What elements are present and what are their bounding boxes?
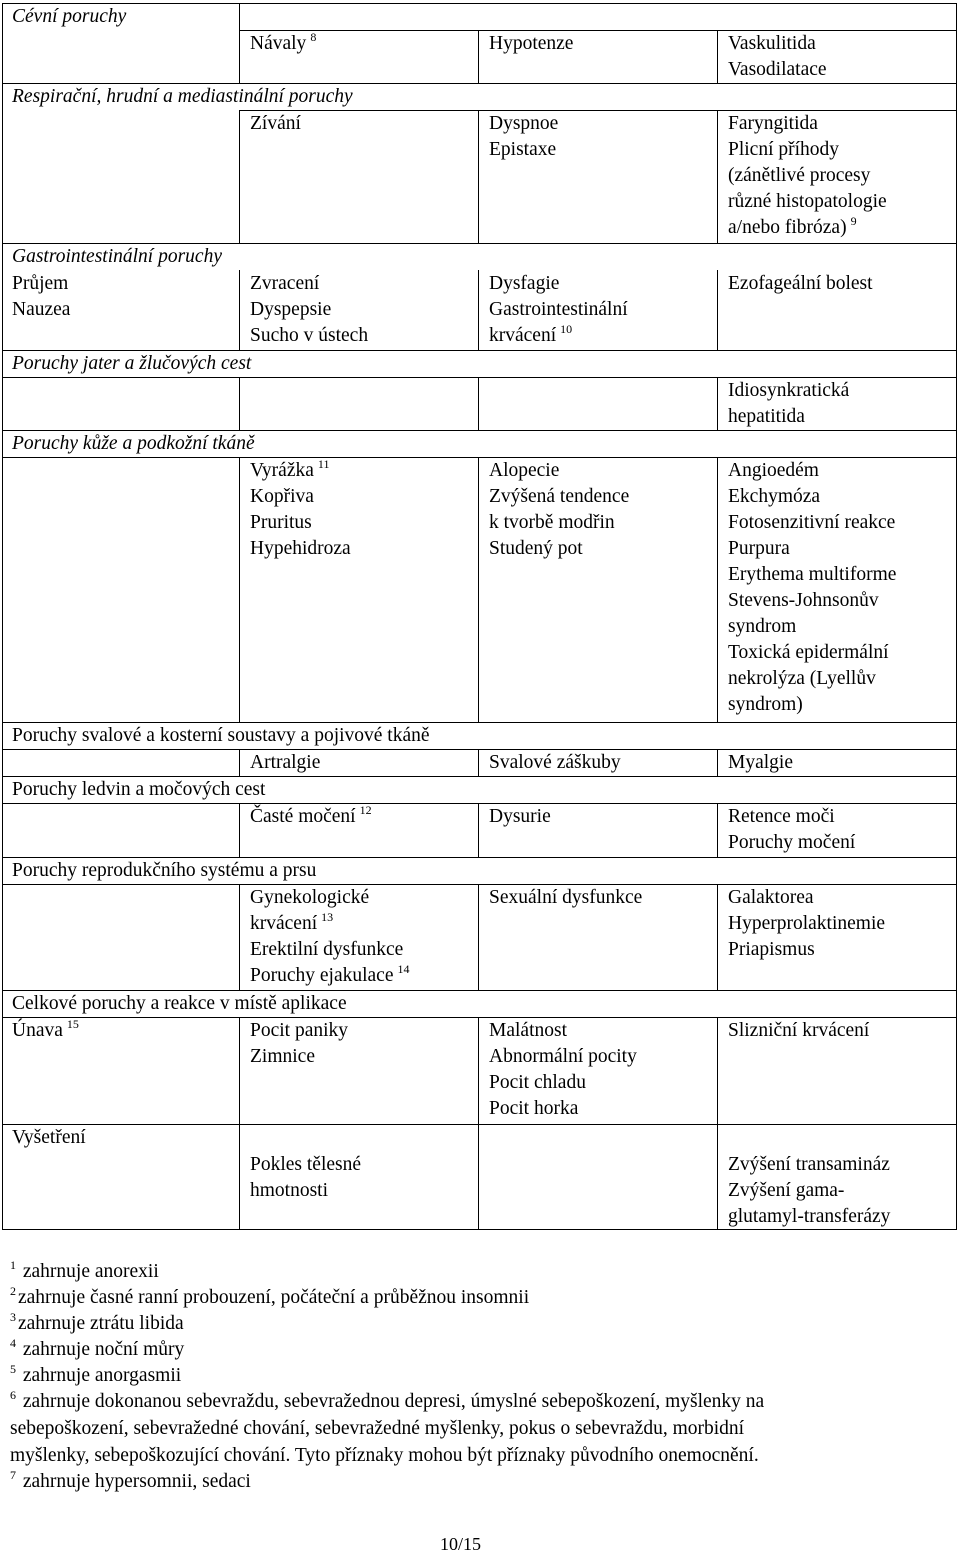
cell-gastro-c2: Zvracení Dyspepsie Sucho v ústech (250, 273, 369, 346)
cell-vys-c4: Zvýšení transamináz Zvýšení gama- glutamyl-transferázy (728, 1154, 891, 1227)
cell-repro-c4: Galaktorea Hyperprolaktinemie Priapismus (728, 887, 886, 960)
footnote-6-cont-1: sebepoškození, sebevražedné chování, sebevražedné myšlenky, pokus o sebevraždu, morbidní (10, 1418, 745, 1439)
cell-gastro-c1: Průjem Nauzea (12, 273, 71, 320)
cell-kuze-c4: Angioedém Ekchymóza Fotosenzitivní reakce Purpura Erythema multiforme Stevens-Johnsonův syndrom Toxická epidermální nekrolýza (Lyellův syndrom) (728, 460, 897, 715)
cell-gastro-c4: Ezofageální bolest (728, 273, 873, 294)
cell-sval-c2: Artralgie (250, 752, 321, 773)
category-repro: Poruchy reprodukčního systému a prsu (12, 860, 317, 881)
footnote-3: $^3$ zahrnuje ztrátu libida (10, 1310, 184, 1334)
category-kuze: Poruchy kůže a podkožní tkáně (12, 433, 255, 454)
footnote-2: $^2$ zahrnuje časné ranní probouzení, počáteční a průběžnou insomnii (10, 1284, 530, 1308)
cell-sval-c4: Myalgie (728, 752, 793, 773)
category-celk: Celkové poruchy a reakce v místě aplikace (12, 993, 347, 1014)
footnote-1: $^1$ zahrnuje anorexii (10, 1258, 159, 1282)
category-gastro: Gastrointestinální poruchy (12, 246, 222, 267)
cell-gastro-c3: Dysfagie Gastrointestinální krvácení $^{10}$ (489, 273, 628, 346)
cell-celk-c1: Únava $^{15}$ (12, 1017, 79, 1041)
cell-vys-c2: Pokles tělesné hmotnosti (250, 1154, 362, 1201)
cell-resp-c4: Faryngitida Plicní příhody (zánětlivé procesy různé histopatologie a/nebo fibróza) $^9$ (728, 113, 887, 238)
category-cevni: Cévní poruchy (12, 6, 127, 27)
category-ledvin: Poruchy ledvin a močových cest (12, 779, 266, 800)
cell-cevni-c3: Hypotenze (489, 33, 574, 54)
footnote-5: $^5$ zahrnuje anorgasmii (10, 1362, 182, 1386)
cell-resp-c3: Dyspnoe Epistaxe (489, 113, 559, 160)
cell-celk-c2: Pocit paniky Zimnice (250, 1020, 349, 1067)
cell-cevni-c4: Vaskulitida Vasodilatace (728, 33, 827, 80)
cell-repro-c3: Sexuální dysfunkce (489, 887, 643, 908)
category-sval: Poruchy svalové a kosterní soustavy a pojivové tkáně (12, 725, 430, 746)
cell-kuze-c2: Vyrážka $^{11}$ Kopřiva Pruritus Hypehidroza (250, 457, 351, 559)
cell-jater-c4: Idiosynkratická hepatitida (728, 380, 850, 427)
cell-resp-c2: Zívání (250, 113, 301, 134)
cell-cevni-c2: Návaly $^8$ (250, 30, 317, 54)
cell-ledvin-c4: Retence moči Poruchy močení (728, 806, 856, 853)
cell-repro-c2: Gynekologické krvácení $^{13}$ Erektilní dysfunkce Poruchy ejakulace $^{14}$ (250, 887, 410, 986)
footnote-6: $^6$ zahrnuje dokonanou sebevraždu, sebevražednou depresi, úmyslné sebepoškození, myšlenky na (10, 1388, 765, 1412)
cell-kuze-c3: Alopecie Zvýšená tendence k tvorbě modřin Studený pot (489, 460, 630, 559)
page-number: 10/15 (440, 1534, 482, 1554)
cell-celk-c4: Slizniční krvácení (728, 1020, 870, 1041)
category-jater: Poruchy jater a žlučových cest (12, 353, 252, 374)
cell-ledvin-c3: Dysurie (489, 806, 551, 827)
category-vys: Vyšetření (12, 1127, 86, 1148)
footnote-4: $^4$ zahrnuje noční můry (10, 1336, 185, 1360)
footnote-6-cont-2: myšlenky, sebepoškozující chování. Tyto příznaky mohou být příznaky původního onemocnění. (10, 1445, 759, 1466)
cell-celk-c3: Malátnost Abnormální pocity Pocit chladu Pocit horka (489, 1020, 637, 1119)
cell-ledvin-c2: Časté močení $^{12}$ (250, 803, 372, 827)
footnote-7: $^7$ zahrnuje hypersomnii, sedaci (10, 1468, 251, 1492)
cell-sval-c3: Svalové záškuby (489, 752, 621, 773)
category-resp: Respirační, hrudní a mediastinální poruchy (12, 86, 353, 107)
